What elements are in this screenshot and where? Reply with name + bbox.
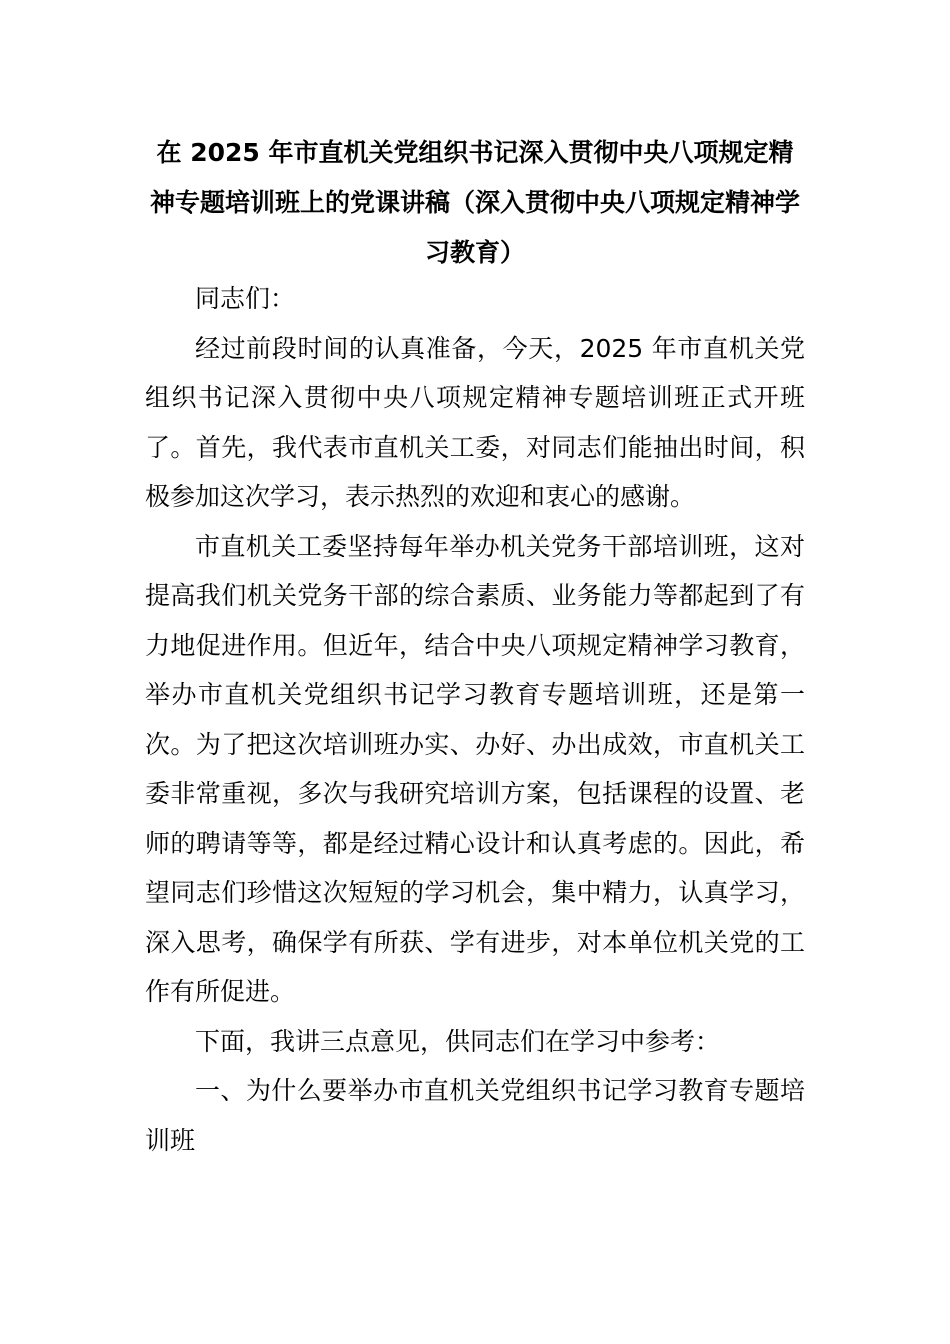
document-title: 在 2025 年市直机关党组织书记深入贯彻中央八项规定精神专题培训班上的党课讲稿（深入贯彻中央八项规定精神学习教育） (149, 138, 800, 267)
opening-paragraph: 经过前段时间的认真准备，今天，2025 年市直机关党组织书记深入贯彻中央八项规定精神专题培训班正式开班了。首先，我代表市直机关工委，对同志们能抽出时间，积极参加这次学习，表示热烈的欢迎和衷心的感谢。 (145, 333, 805, 511)
document-body (145, 274, 805, 1165)
background-paragraph: 市直机关工委坚持每年举办机关党务干部培训班，这对提高我们机关党务干部的综合素质、业务能力等都起到了有力地促进作用。但近年，结合中央八项规定精神学习教育，举办市直机关党组织书记学习教育专题培训班，还是第一次。为了把这次培训班办实、办好、办出成效，市直机关工委非常重视，多次与我研究培训方案，包括课程的设置、老师的聘请等等，都是经过精心设计和认真考虑的。因此，希望同志们珍惜这次短短的学习机会，集中精力，认真学习，深入思考，确保学有所获、学有进步，对本单位机关党的工作有所促进。 (145, 531, 805, 1006)
salutation-paragraph: 同志们： (195, 284, 296, 313)
outline-intro-paragraph: 下面，我讲三点意见，供同志们在学习中参考： (195, 1026, 721, 1056)
section-heading-1: 一、为什么要举办市直机关党组织书记学习教育专题培训班 (145, 1076, 805, 1155)
